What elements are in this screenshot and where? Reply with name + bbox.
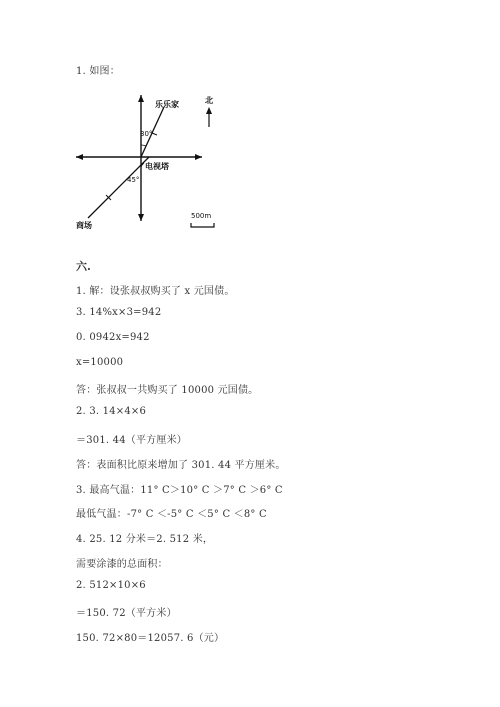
answer-line: 需要涂漆的总面积： xyxy=(76,559,168,570)
arrow-right xyxy=(195,154,202,160)
tv-tower-label: 电视塔 xyxy=(145,162,169,171)
answer-line: 150. 72×80＝12057. 6（元） xyxy=(76,633,225,644)
answer-line: 答：表面积比原来增加了 301. 44 平方厘米。 xyxy=(76,460,286,471)
tick-mark-upper xyxy=(152,133,157,135)
scale-label: 500m xyxy=(191,212,212,220)
north-arrow-icon xyxy=(206,107,212,114)
direction-diagram xyxy=(60,85,240,235)
angle-30-label: 30° xyxy=(140,130,153,138)
answer-line: 3. 最高气温：11° C＞10° C ＞7° C ＞6° C xyxy=(76,485,283,496)
answer-line: 4. 25. 12 分米＝2. 512 米， xyxy=(76,534,214,545)
section-six-heading: 六. xyxy=(76,260,91,273)
answer-line: ＝150. 72（平方米） xyxy=(76,608,177,619)
answer-line: 3. 14%x×3=942 xyxy=(76,307,162,318)
arrow-left xyxy=(76,154,83,160)
answer-line: 2. 3. 14×4×6 xyxy=(76,406,147,417)
lelejia-label: 乐乐家 xyxy=(155,100,179,109)
answer-line: 1. 解：设张叔叔购买了 x 元国债。 xyxy=(76,286,235,297)
mall-label: 商场 xyxy=(76,221,92,230)
scale-bar xyxy=(191,223,214,227)
answer-line: ＝301. 44（平方厘米） xyxy=(76,435,187,446)
arrow-up xyxy=(138,95,144,102)
answer-line: x=10000 xyxy=(76,357,124,368)
north-label: 北 xyxy=(205,96,213,105)
arrow-down xyxy=(138,214,144,221)
question-1-label: 1. 如图： xyxy=(76,66,120,77)
line-to-mall xyxy=(88,157,149,218)
angle-arc-top xyxy=(141,145,146,146)
answer-line: 最低气温：-7° C ＜-5° C ＜5° C ＜8° C xyxy=(76,509,267,520)
angle-45-label: 45° xyxy=(127,176,140,184)
answer-line: 0. 0942x=942 xyxy=(76,332,150,343)
answer-line: 2. 512×10×6 xyxy=(76,580,146,591)
answer-line: 答：张叔叔一共购买了 10000 元国债。 xyxy=(76,385,259,396)
